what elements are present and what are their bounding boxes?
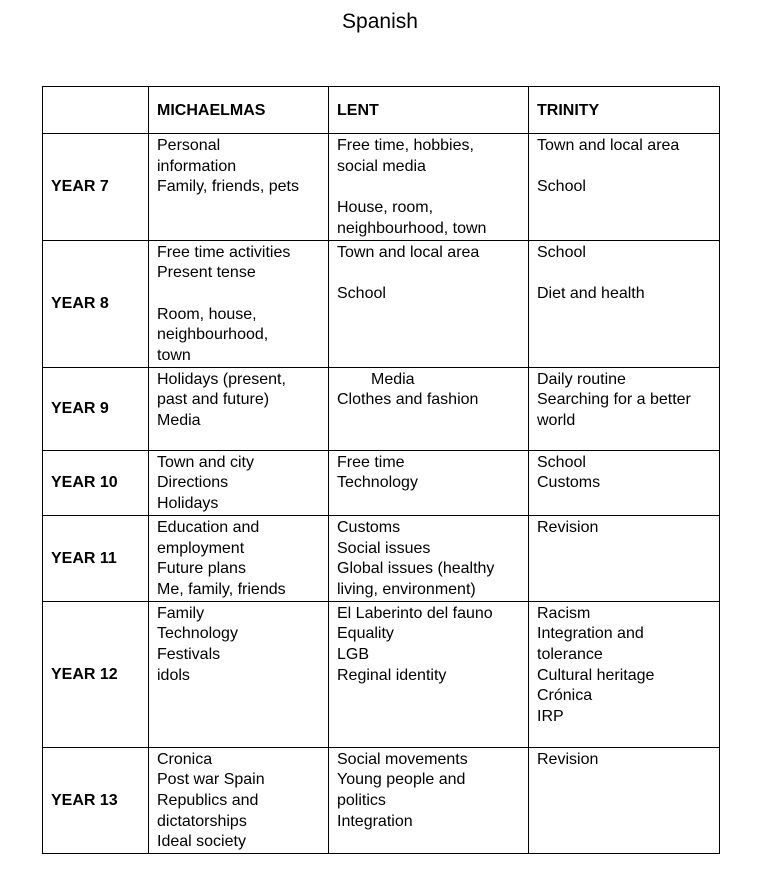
cell-trinity xyxy=(529,367,720,450)
cell-michaelmas xyxy=(149,450,329,515)
topic-line: Personal xyxy=(157,137,221,154)
year-label: YEAR 9 xyxy=(43,367,149,450)
topic-line: Cultural heritage xyxy=(537,666,655,684)
topic-line: Post war Spain xyxy=(157,771,265,789)
topic-line: politics xyxy=(337,792,386,810)
topic-line: Town and city xyxy=(157,453,254,471)
topic-line: Free time xyxy=(337,453,405,471)
topic-line xyxy=(537,157,713,178)
year-label: YEAR 12 xyxy=(43,601,149,747)
table-row xyxy=(43,601,720,747)
table-row xyxy=(43,450,720,515)
topic-line: Diet and health xyxy=(537,284,645,302)
cell-lent xyxy=(329,367,529,450)
topic-line: Republics and xyxy=(157,792,259,810)
topic-line: Integration xyxy=(337,812,413,830)
cell-michaelmas xyxy=(149,240,329,367)
topic-line: Integration and xyxy=(537,625,644,643)
table-row xyxy=(43,134,720,241)
header-lent: LENT xyxy=(329,87,529,134)
topic-line xyxy=(537,263,713,284)
topic-line: Global issues (healthy xyxy=(337,560,495,578)
cell-lent xyxy=(329,601,529,747)
topic-line: Customs xyxy=(537,474,601,492)
topic-line: past and future) xyxy=(157,391,270,409)
topic-line: Free time activities xyxy=(157,243,291,261)
cell-michaelmas xyxy=(149,515,329,601)
curriculum-table xyxy=(42,86,720,854)
topic-line: living, environment) xyxy=(337,580,476,598)
header-row xyxy=(43,87,720,134)
cell-lent xyxy=(329,450,529,515)
year-label: YEAR 8 xyxy=(43,240,149,367)
cell-trinity xyxy=(529,134,720,241)
topic-line: information xyxy=(157,157,237,175)
year-label: YEAR 10 xyxy=(43,450,149,515)
topic-line: School xyxy=(537,243,586,261)
topic-line: Crónica xyxy=(537,687,593,705)
topic-line: idols xyxy=(157,666,190,684)
year-label: YEAR 7 xyxy=(43,134,149,241)
topic-line: Clothes and fashion xyxy=(337,391,479,409)
table-row xyxy=(43,240,720,367)
topic-line: Cronica xyxy=(157,750,213,768)
header-blank xyxy=(43,87,149,134)
cell-michaelmas xyxy=(149,134,329,241)
topic-line: Holidays (present, xyxy=(157,370,286,388)
topic-line: world xyxy=(537,412,576,430)
topic-line: Revision xyxy=(537,750,599,768)
topic-line: School xyxy=(537,453,586,471)
topic-line: Reginal identity xyxy=(337,666,447,684)
table-row xyxy=(43,367,720,450)
topic-line: Searching for a better xyxy=(537,391,691,409)
cell-michaelmas xyxy=(149,747,329,854)
topic-line: neighbourhood, xyxy=(157,326,269,344)
topic-line: Racism xyxy=(537,604,591,622)
topic-line: IRP xyxy=(537,708,564,726)
topic-line xyxy=(337,263,522,284)
table-row xyxy=(43,515,720,601)
topic-line: Revision xyxy=(537,518,599,536)
topic-line: Present tense xyxy=(157,264,256,282)
topic-line: Festivals xyxy=(157,646,221,664)
cell-lent xyxy=(329,747,529,854)
cell-michaelmas xyxy=(149,601,329,747)
topic-line: School xyxy=(337,284,386,302)
cell-trinity xyxy=(529,747,720,854)
cell-lent xyxy=(329,515,529,601)
page-title: Spanish xyxy=(342,10,418,33)
topic-line xyxy=(157,284,322,305)
topic-line: employment xyxy=(157,539,245,557)
topic-line: Media xyxy=(157,412,201,430)
topic-line: School xyxy=(537,178,586,196)
topic-line: Family xyxy=(157,604,205,622)
topic-line: El Laberinto del fauno xyxy=(337,604,493,622)
topic-line: Room, house, xyxy=(157,305,257,323)
topic-line: tolerance xyxy=(537,646,603,664)
topic-line: Town and local area xyxy=(537,137,680,154)
topic-line: Young people and xyxy=(337,771,466,789)
table-row xyxy=(43,747,720,854)
topic-line: Ideal society xyxy=(157,833,246,851)
topic-line: neighbourhood, town xyxy=(337,219,487,237)
topic-line: Customs xyxy=(337,518,401,536)
topic-line: Media xyxy=(371,370,415,388)
topic-line: Technology xyxy=(337,474,418,492)
topic-line: Social movements xyxy=(337,750,468,768)
header-trinity: TRINITY xyxy=(529,87,720,134)
cell-lent xyxy=(329,240,529,367)
topic-line: social media xyxy=(337,157,426,175)
topic-line: Family, friends, pets xyxy=(157,178,299,196)
year-label: YEAR 13 xyxy=(43,747,149,854)
header-michaelmas: MICHAELMAS xyxy=(149,87,329,134)
topic-line xyxy=(337,177,522,198)
year-label: YEAR 11 xyxy=(43,515,149,601)
topic-line: Free time, hobbies, xyxy=(337,137,474,154)
topic-line: Future plans xyxy=(157,560,246,578)
cell-michaelmas xyxy=(149,367,329,450)
topic-line: dictatorships xyxy=(157,812,247,830)
topic-line: Daily routine xyxy=(537,370,626,388)
cell-trinity xyxy=(529,601,720,747)
cell-lent xyxy=(329,134,529,241)
topic-line: Holidays xyxy=(157,495,219,513)
cell-trinity xyxy=(529,515,720,601)
topic-line: Equality xyxy=(337,625,394,643)
topic-line: Directions xyxy=(157,474,229,492)
topic-line: Social issues xyxy=(337,539,431,557)
topic-line: LGB xyxy=(337,646,370,664)
topic-line: House, room, xyxy=(337,199,434,217)
topic-line: Town and local area xyxy=(337,243,480,261)
topic-line: Technology xyxy=(157,625,238,643)
topic-line: Education and xyxy=(157,518,260,536)
topic-line: Me, family, friends xyxy=(157,580,286,598)
cell-trinity xyxy=(529,240,720,367)
topic-line: town xyxy=(157,347,191,364)
cell-trinity xyxy=(529,450,720,515)
